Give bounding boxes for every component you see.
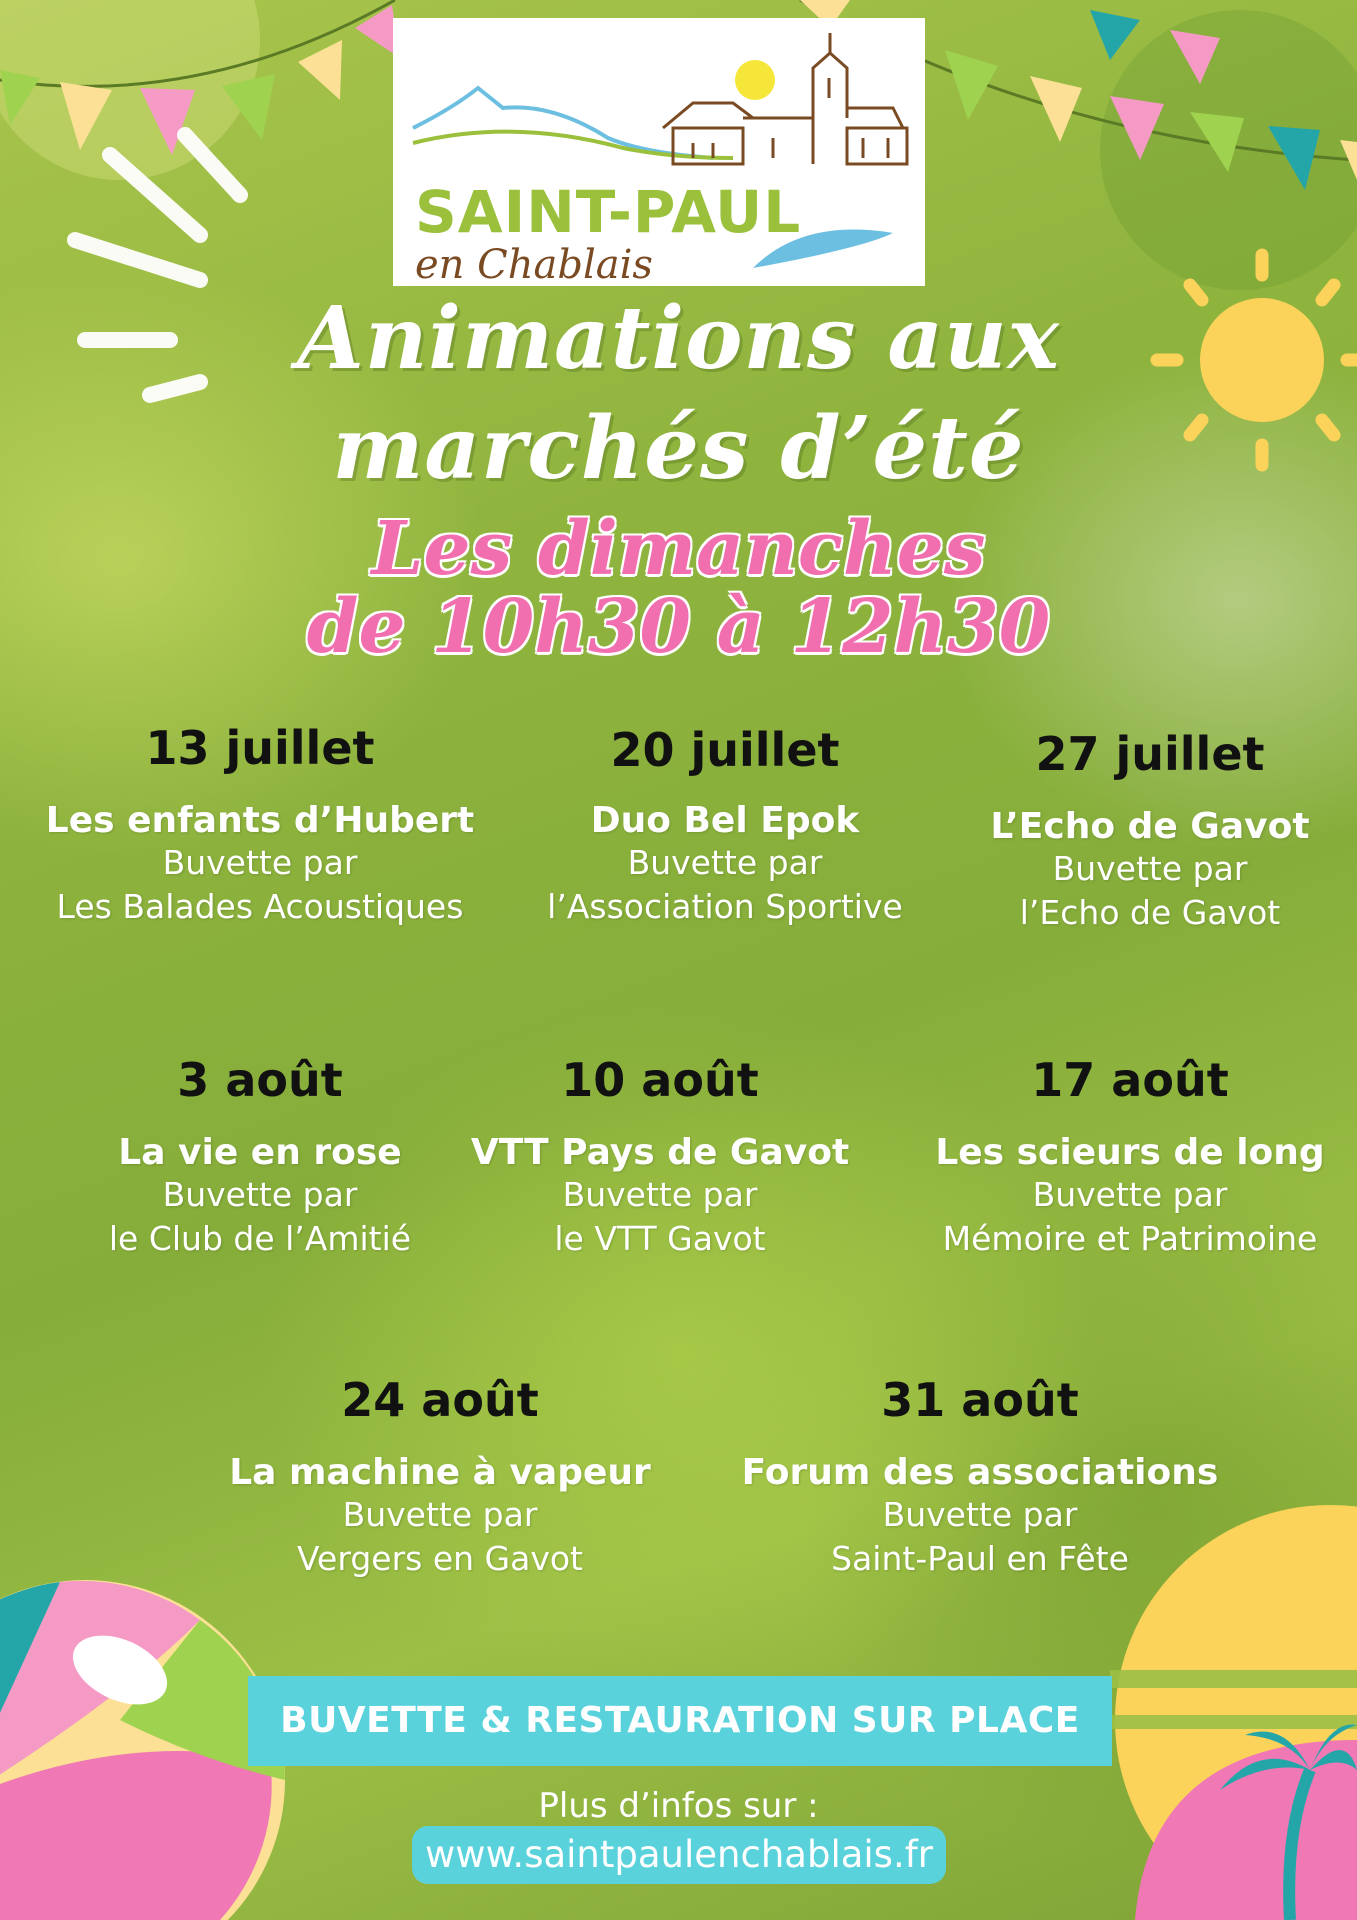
mountain-icon [413,88,733,158]
event-card [520,710,930,929]
event-buvette-label: Buvette par [562,1175,758,1214]
event-date: 24 août [341,1373,539,1427]
event-title: La vie en rose [118,1132,402,1173]
event-date-tag [307,1360,572,1440]
event-date-tag [997,1040,1262,1120]
event-title: Les scieurs de long [935,1132,1325,1173]
event-date-tag [111,708,408,788]
website-link[interactable]: www.saintpaulenchablais.fr [412,1826,946,1884]
event-buvette-label: Buvette par [162,1175,358,1214]
event-date-tag [576,710,873,790]
event-card [950,714,1350,935]
infos-label: Plus d’infos sur : [538,1786,819,1826]
event-title: Les enfants d’Hubert [45,800,475,841]
event-buvette-host: l’Association Sportive [547,887,903,926]
event-title: L’Echo de Gavot [990,806,1310,847]
event-title: VTT Pays de Gavot [470,1132,850,1173]
event-date: 27 juillet [1035,727,1265,781]
event-date-tag [1001,714,1298,794]
headline-line-1: Animations aux [297,288,1060,389]
event-date: 31 août [881,1373,1079,1427]
event-buvette-host: Vergers en Gavot [297,1539,583,1578]
logo-title: SAINT-PAUL [415,178,802,246]
sun-icon [735,60,775,100]
event-date-tag [847,1360,1112,1440]
event-title: La machine à vapeur [229,1452,651,1493]
restauration-banner: BUVETTE & RESTAURATION SUR PLACE [248,1676,1112,1766]
beach-ball-icon [0,1580,285,1920]
schedule-days: Les dimanches [371,506,986,592]
event-card [200,1360,680,1581]
event-date-tag [143,1040,376,1120]
event-card [70,1040,450,1261]
event-card [0,708,520,929]
event-buvette-label: Buvette par [882,1495,1078,1534]
event-date: 20 juillet [610,723,840,777]
logo [393,18,925,286]
event-title: Duo Bel Epok [590,800,860,841]
event-buvette-label: Buvette par [342,1495,538,1534]
event-buvette-label: Buvette par [627,843,823,882]
event-date-tag [527,1040,792,1120]
headline-line-2: marchés d’été [332,398,1025,499]
event-buvette-host: Les Balades Acoustiques [56,887,464,926]
event-card [915,1040,1345,1261]
event-card [720,1360,1240,1581]
event-buvette-label: Buvette par [1052,849,1248,888]
event-date: 13 juillet [145,721,375,775]
event-buvette-host: Mémoire et Patrimoine [942,1219,1318,1258]
event-buvette-label: Buvette par [162,843,358,882]
event-title: Forum des associations [741,1452,1219,1493]
church-icon [663,33,907,164]
logo-subtitle: en Chablais [415,242,653,288]
event-buvette-host: le VTT Gavot [554,1219,766,1258]
event-date: 10 août [561,1053,759,1107]
schedule-hours: de 10h30 à 12h30 [306,584,1051,670]
event-buvette-host: le Club de l’Amitié [108,1219,412,1258]
event-buvette-host: l’Echo de Gavot [1019,893,1281,932]
event-date: 17 août [1031,1053,1229,1107]
event-date: 3 août [177,1053,343,1107]
event-buvette-label: Buvette par [1032,1175,1228,1214]
event-card [455,1040,865,1261]
event-buvette-host: Saint-Paul en Fête [831,1539,1129,1578]
